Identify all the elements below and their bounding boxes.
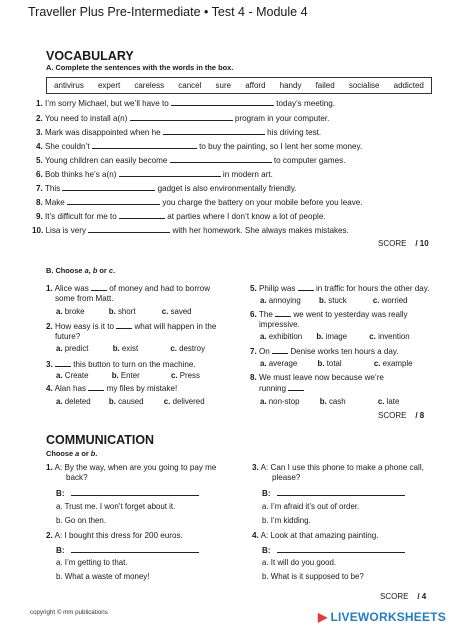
word-item: careless (134, 81, 165, 90)
choice-item-6: 6. The we went to yesterday was really impressive. (250, 310, 408, 329)
word-item: expert (97, 81, 121, 90)
score-a: SCORE / 10 (378, 239, 429, 248)
dialog-2-option-a[interactable]: a. I’m getting to that. (56, 558, 128, 567)
option-c[interactable]: late (386, 397, 400, 406)
vocab-item-3: 3. Mark was disappointed when he his driving test. (36, 128, 322, 137)
option-c[interactable]: delivered (172, 397, 205, 406)
option-a[interactable]: non-stop (268, 397, 300, 406)
vocab-item-9: 9. It’s difficult for me to at parties where I don’t know a lot of people. (36, 212, 326, 221)
vocab-item-6: 6. Bob thinks he’s a(n) in modern art. (36, 170, 273, 179)
dialog-3-option-a[interactable]: a. I’m afraid it’s out of order. (262, 502, 360, 511)
liveworksheets-logo[interactable]: ▶ LIVEWORKSHEETS (318, 610, 446, 624)
vocab-item-10: 10. Lisa is very with her homework. She always makes mistakes. (32, 226, 349, 235)
choice-options-4: a. deleted b. caused c. delivered (56, 397, 205, 406)
answer-blank[interactable] (71, 488, 199, 496)
answer-blank[interactable] (88, 383, 104, 391)
answer-blank[interactable] (119, 169, 221, 177)
option-b[interactable]: total (326, 359, 342, 368)
communication-instruction: Choose a or b. (46, 449, 98, 458)
answer-blank[interactable] (163, 127, 265, 135)
liveworksheets-mark-icon: ▶ (318, 610, 328, 624)
option-c[interactable]: worried (381, 296, 408, 305)
page-header (28, 5, 308, 19)
choice-options-7: a. average b. total c. example (260, 359, 413, 368)
option-b[interactable]: Enter (120, 371, 140, 380)
answer-blank[interactable] (119, 211, 165, 219)
dialog-1-response: B: (56, 488, 199, 499)
vocab-item-2: 2. You need to install a(n) program in your computer. (36, 114, 330, 123)
vocab-item-7: 7. This gadget is also environmentally friendly. (36, 184, 297, 193)
dialog-2: 2. A: I bought this dress for 200 euros. (46, 531, 183, 540)
option-a[interactable]: exhibition (268, 332, 303, 341)
word-item: cancel (178, 81, 202, 90)
option-a[interactable]: annoying (268, 296, 301, 305)
option-c[interactable]: invention (378, 332, 410, 341)
choice-item-3: 3. this button to turn on the machine. (46, 360, 196, 369)
word-item: handy (279, 81, 302, 90)
word-box (46, 77, 432, 94)
word-item: socialise (348, 81, 380, 90)
answer-blank[interactable] (55, 359, 71, 367)
dialog-3-response: B: (262, 488, 405, 499)
answer-blank[interactable] (62, 183, 155, 191)
answer-blank[interactable] (91, 283, 107, 291)
word-item: failed (315, 81, 335, 90)
choice-options-8: a. non-stop b. cash c. late (260, 397, 400, 406)
choice-item-2: 2. How easy is it to what will happen in the future? (46, 322, 217, 341)
choice-options-5: a. annoying b. stuck c. worried (260, 296, 408, 305)
choice-options-6: a. exhibition b. image c. invention (260, 332, 410, 341)
score-communication: SCORE / 4 (380, 592, 427, 601)
option-a[interactable]: broke (64, 307, 85, 316)
vocab-item-5: 5. Young children can easily become to computer games. (36, 156, 346, 165)
communication-heading: COMMUNICATION (46, 433, 155, 447)
answer-blank[interactable] (272, 346, 288, 354)
vocab-item-1: 1. I’m sorry Michael, but we’ll have to today’s meeting. (36, 99, 336, 108)
instruction-b: B. Choose a, b or c. (46, 266, 116, 275)
dialog-2-response: B: (56, 545, 199, 556)
vocabulary-heading: VOCABULARY (46, 49, 134, 63)
choice-item-5: 5. Philip was in traffic for hours the other day. (250, 284, 430, 293)
dialog-3-option-b[interactable]: b. I’m kidding. (262, 516, 311, 525)
answer-blank[interactable] (116, 321, 132, 329)
answer-blank[interactable] (275, 309, 291, 317)
dialog-4-option-a[interactable]: a. It will do you good. (262, 558, 337, 567)
answer-blank[interactable] (170, 155, 272, 163)
answer-blank[interactable] (71, 545, 199, 553)
option-c[interactable]: Press (179, 371, 200, 380)
option-b[interactable]: cash (328, 397, 346, 406)
word-item: addicted (393, 81, 424, 90)
choice-item-8: 8. We must leave now because we’re running (250, 373, 384, 393)
choice-options-3: a. Create b. Enter c. Press (56, 371, 200, 380)
dialog-2-option-b[interactable]: b. What a waste of money! (56, 572, 150, 581)
answer-blank[interactable] (288, 383, 304, 391)
answer-blank[interactable] (92, 141, 197, 149)
choice-item-1: 1. Alice was of money and had to borrow some from Matt. (46, 284, 211, 303)
dialog-3: 3. A: Can I use this phone to make a phone call, please? (252, 463, 424, 482)
score-b: SCORE / 8 (378, 411, 425, 420)
dialog-4-option-b[interactable]: b. What is it supposed to be? (262, 572, 364, 581)
answer-blank[interactable] (277, 545, 405, 553)
instruction-a: A. Complete the sentences with the words in the box. (46, 63, 234, 72)
choice-item-7: 7. On Denise works ten hours a day. (250, 347, 399, 356)
vocab-item-4: 4. She couldn’t to buy the painting, so I lent her some money. (36, 142, 363, 151)
option-a[interactable]: average (268, 359, 298, 368)
dialog-4-response: B: (262, 545, 405, 556)
vocab-item-8: 8. Make you charge the battery on your mobile before you leave. (36, 198, 363, 207)
option-c[interactable]: destroy (179, 344, 206, 353)
answer-blank[interactable] (130, 113, 233, 121)
word-item: afford (245, 81, 266, 90)
choice-item-4: 4. Alan has my files by mistake! (46, 384, 178, 393)
option-a[interactable]: predict (64, 344, 89, 353)
copyright-text: copyright © mm publications (30, 609, 108, 616)
option-a[interactable]: Create (64, 371, 89, 380)
dialog-1-option-a[interactable]: a. Trust me. I won’t forget about it. (56, 502, 176, 511)
answer-blank[interactable] (171, 98, 274, 106)
word-item: sure (215, 81, 232, 90)
test-title: Test 4 - Module 4 (211, 5, 308, 19)
choice-options-1: a. broke b. short c. saved (56, 307, 192, 316)
word-item: antivirus (54, 81, 84, 90)
answer-blank[interactable] (277, 488, 405, 496)
answer-blank[interactable] (298, 283, 314, 291)
dialog-1: 1. A: By the way, when are you going to pay me back? (46, 463, 217, 482)
bullet-separator: • (204, 5, 209, 19)
answer-blank[interactable] (88, 225, 170, 233)
option-b[interactable]: image (325, 332, 348, 341)
option-b[interactable]: exist (121, 344, 139, 353)
option-c[interactable]: saved (170, 307, 192, 316)
option-b[interactable]: short (117, 307, 136, 316)
option-a[interactable]: deleted (64, 397, 91, 406)
choice-options-2: a. predict b. exist c. destroy (56, 344, 206, 353)
option-c[interactable]: example (382, 359, 413, 368)
option-b[interactable]: stuck (328, 296, 347, 305)
dialog-1-option-b[interactable]: b. Go on then. (56, 516, 107, 525)
option-b[interactable]: caused (118, 397, 144, 406)
dialog-4: 4. A: Look at that amazing painting. (252, 531, 379, 540)
answer-blank[interactable] (67, 197, 160, 205)
book-title: Traveller Plus Pre-Intermediate (28, 5, 201, 19)
